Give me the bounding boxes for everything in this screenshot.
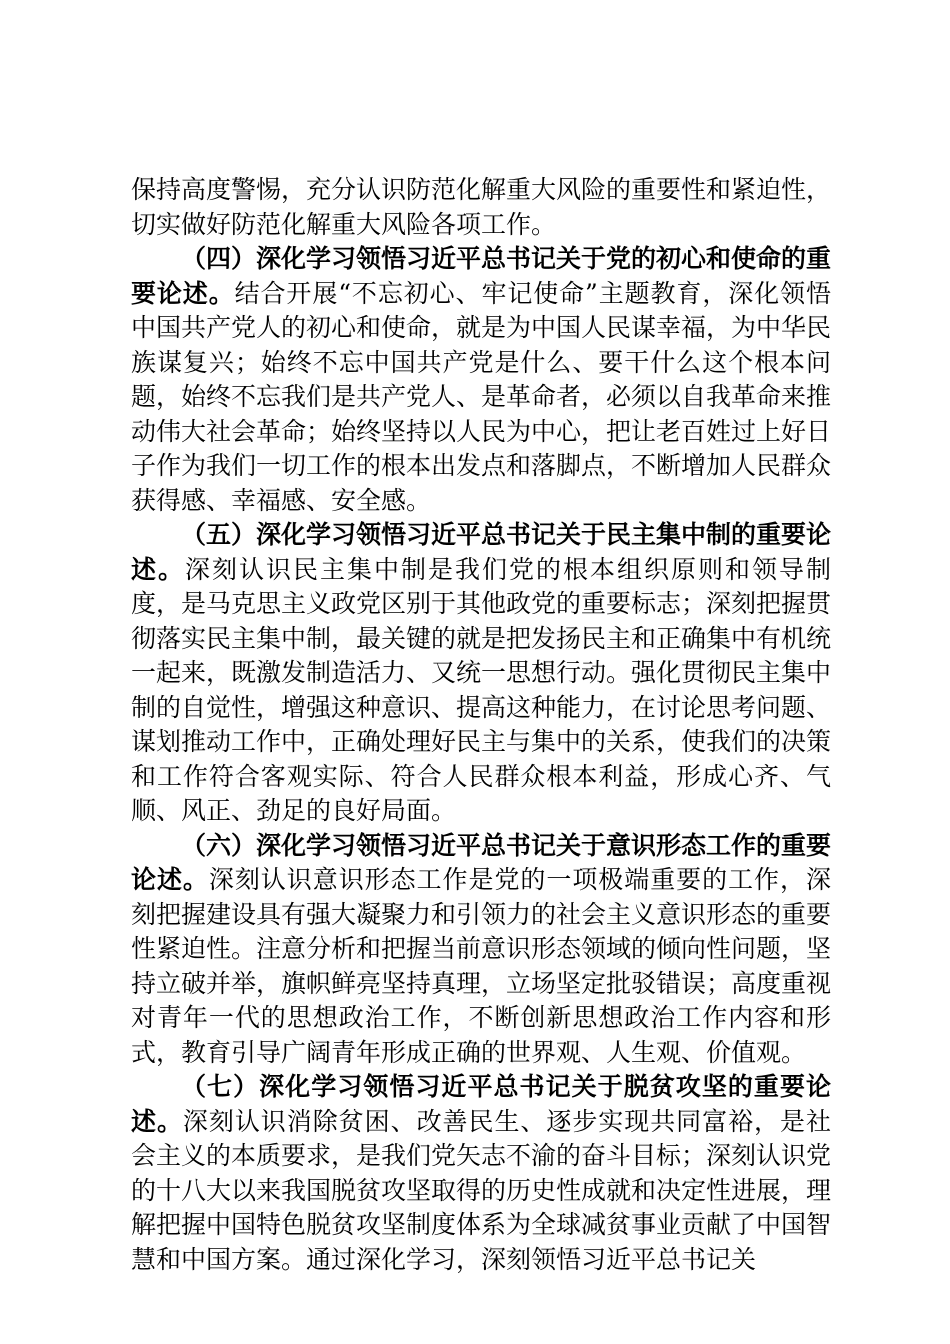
paragraph-section-4 bbox=[131, 242, 831, 518]
paragraph-section-6 bbox=[131, 829, 831, 1071]
document-page bbox=[131, 173, 831, 1277]
paragraph-body: 深刻认识消除贫困、改善民生、逐步实现共同富裕，是社会主义的本质要求，是我们党矢志不渝的奋斗目标；深刻认识党的十八大以来我国脱贫攻坚取得的历史性成就和决定性进展，理解把握中国特色脱贫攻坚制度体系为全球减贫事业贡献了中国智慧和中国方案。通过深化学习，深刻领悟习近平总书记关 bbox=[131, 1106, 832, 1274]
paragraph-section-7 bbox=[131, 1070, 831, 1277]
section-heading: （四）深化学习领悟习近平总书记关于党的初心和使命的重要论述。 bbox=[131, 244, 832, 308]
paragraph-body: 保持高度警惕，充分认识防范化解重大风险的重要性和紧迫性，切实做好防范化解重大风险各项工作。 bbox=[131, 175, 832, 239]
paragraph-section-5 bbox=[131, 518, 831, 829]
paragraph-continuation bbox=[131, 173, 831, 242]
paragraph-body: 结合开展“不忘初心、牢记使命”主题教育，深化领悟中国共产党人的初心和使命，就是为中国人民谋幸福，为中华民族谋复兴；始终不忘中国共产党是什么、要干什么这个根本问题，始终不忘我们是共产党人、是革命者，必须以自我革命来推动伟大社会革命；始终坚持以人民为中心，把让老百姓过上好日子作为我们一切工作的根本出发点和落脚点，不断增加人民群众获得感、幸福感、安全感。 bbox=[131, 278, 832, 515]
section-heading: （六）深化学习领悟习近平总书记关于意识形态工作的重要论述。 bbox=[131, 830, 832, 894]
paragraph-body: 深刻认识意识形态工作是党的一项极端重要的工作，深刻把握建设具有强大凝聚力和引领力的社会主义意识形态的重要性紧迫性。注意分析和把握当前意识形态领域的倾向性问题，坚持立破并举，旗帜鲜亮坚持真理，立场坚定批驳错误；高度重视对青年一代的思想政治工作，不断创新思想政治工作内容和形式，教育引导广阔青年形成正确的世界观、人生观、价值观。 bbox=[131, 865, 832, 1067]
section-heading: （五）深化学习领悟习近平总书记关于民主集中制的重要论述。 bbox=[131, 520, 832, 584]
paragraph-body: 深刻认识民主集中制是我们党的根本组织原则和领导制度，是马克思主义政党区别于其他政党的重要标志；深刻把握贯彻落实民主集中制，最关键的就是把发扬民主和正确集中有机统一起来，既激发制造活力、又统一思想行动。强化贯彻民主集中制的自觉性，增强这种意识、提高这种能力，在讨论思考问题、谋划推动工作中，正确处理好民主与集中的关系，使我们的决策和工作符合客观实际、符合人民群众根本利益，形成心齐、气顺、风正、劲足的良好局面。 bbox=[131, 554, 832, 825]
section-heading: （七）深化学习领悟习近平总书记关于脱贫攻坚的重要论述。 bbox=[131, 1072, 831, 1136]
